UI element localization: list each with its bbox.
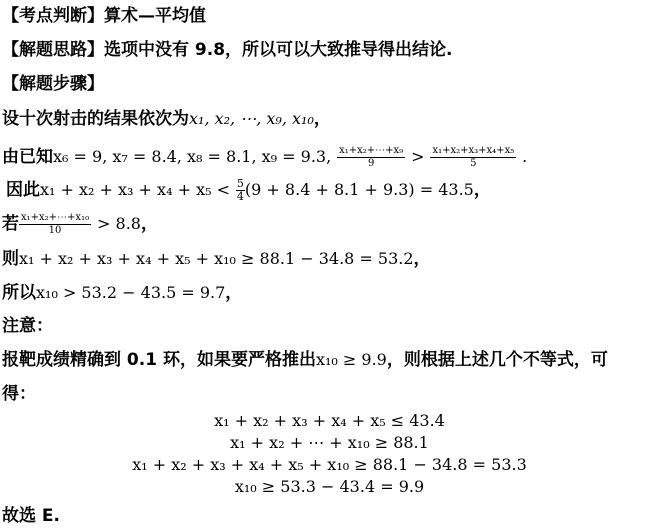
step-4-text: 若	[2, 214, 19, 234]
step-2-fraction-2-den: 5	[470, 157, 477, 169]
step-6-text: 所以	[2, 283, 36, 303]
step-4-fraction	[19, 212, 91, 237]
point-label: 【考点判断】	[2, 6, 104, 26]
step-3	[6, 174, 491, 206]
idea-line	[2, 38, 453, 62]
idea-label: 【解题思路】	[2, 40, 104, 60]
step-6-end: ，	[225, 283, 243, 303]
step-3-math-b: (9 + 8.4 + 8.1 + 9.3) = 43.5	[244, 180, 474, 199]
step-3-text: 因此	[6, 180, 40, 200]
step-5-end: ，	[413, 249, 431, 269]
step-4	[2, 207, 158, 241]
step-3-end: ，	[473, 180, 491, 200]
step-4-fraction-num: x₁+x₂+⋯+x₁₀	[21, 211, 90, 223]
step-2-fraction-2-num: x₁+x₂+x₃+x₄+x₅	[432, 144, 515, 156]
step-5-math: x₁ + x₂ + x₃ + x₄ + x₅ + x₁₀ ≥ 88.1 − 34.8 = 53.2	[19, 249, 414, 268]
equation-1: x₁ + x₂ + x₃ + x₄ + x₅ ≤ 43.4	[214, 411, 445, 430]
note-line-1	[2, 348, 608, 372]
equation-3: x₁ + x₂ + x₃ + x₄ + x₅ + x₁₀ ≥ 88.1 − 34.8 = 53.3	[132, 455, 527, 474]
step-6	[2, 281, 242, 305]
step-2-fraction-1-den: 9	[367, 157, 375, 169]
note-text-a: 报靶成绩精确到 0.1 环，如果要严格推出	[2, 350, 316, 370]
step-2-op: >	[411, 147, 425, 166]
note-label: 注意：	[2, 316, 53, 336]
step-2-fraction-2	[430, 145, 516, 170]
step-3-fraction-den: 4	[236, 189, 244, 203]
note-text-b: ，则根据上述几个不等式，可	[386, 350, 608, 370]
step-5-text: 则	[2, 249, 19, 269]
step-4-end: ，	[140, 214, 158, 234]
step-1-text: 设十次射击的结果依次为	[2, 109, 189, 129]
step-1	[2, 107, 331, 131]
step-2-math: x₆ = 9, x₇ = 8.4, x₈ = 8.1, x₉ = 9.3,	[53, 147, 332, 166]
step-2	[2, 140, 527, 174]
step-4-math: > 8.8	[97, 214, 141, 233]
equation-4: x₁₀ ≥ 53.3 − 43.4 = 9.9	[234, 477, 425, 496]
step-2-end: .	[522, 147, 528, 166]
conclusion: 故选 E.	[2, 506, 60, 526]
step-1-end: ，	[313, 109, 331, 129]
step-3-fraction-num: 5	[236, 176, 244, 190]
step-3-fraction	[236, 178, 245, 203]
step-6-math: x₁₀ > 53.2 − 43.5 = 9.7	[36, 283, 226, 302]
steps-label: 【解题步骤】	[2, 74, 104, 94]
step-2-fraction-1	[337, 145, 405, 170]
step-5	[2, 247, 431, 271]
step-3-math-a: x₁ + x₂ + x₃ + x₄ + x₅ <	[40, 180, 230, 199]
point-value: 算术—平均值	[104, 6, 206, 26]
step-1-math: x₁, x₂, ⋯, x₉, x₁₀	[189, 109, 314, 128]
step-4-fraction-den: 10	[48, 224, 62, 236]
note-line-2: 得：	[2, 384, 36, 404]
equation-2: x₁ + x₂ + ⋯ + x₁₀ ≥ 88.1	[230, 433, 429, 452]
step-2-text: 由已知	[2, 147, 53, 167]
point-line	[2, 4, 206, 28]
idea-value: 选项中没有 9.8，所以可以大致推导得出结论.	[104, 40, 453, 60]
step-2-fraction-1-num: x₁+x₂+⋯+x₉	[339, 144, 404, 156]
note-math: x₁₀ ≥ 9.9	[315, 350, 387, 369]
